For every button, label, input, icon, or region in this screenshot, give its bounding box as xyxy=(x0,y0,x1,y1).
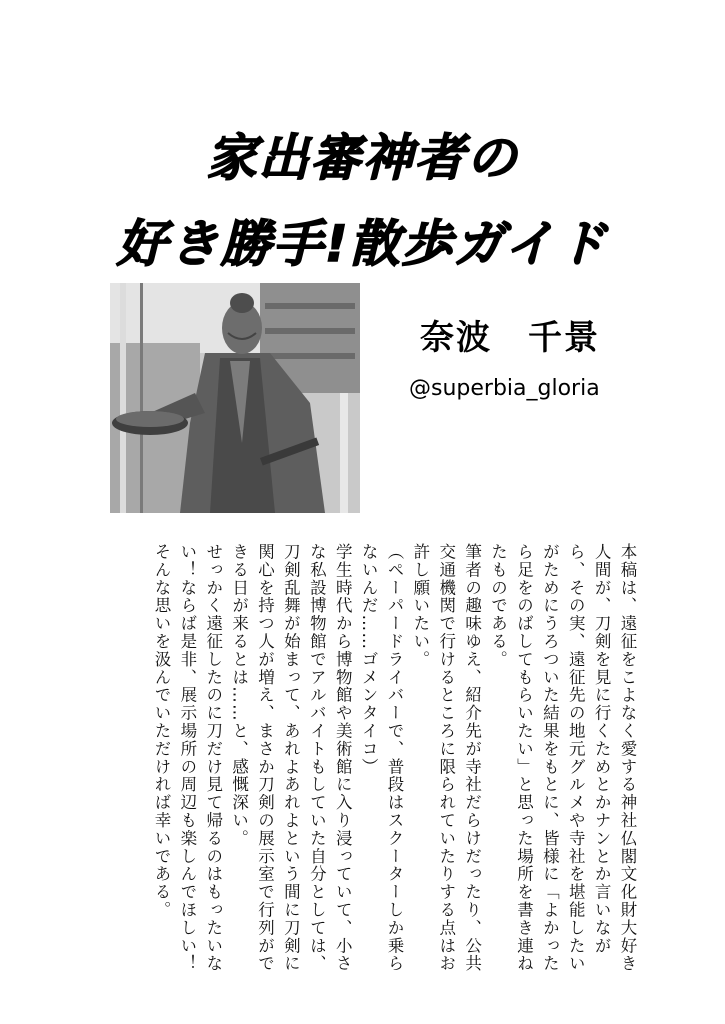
article-body xyxy=(100,543,640,983)
title-line-2: 好き勝手!散歩ガイド xyxy=(116,215,609,273)
author-handle: @superbia_gloria xyxy=(409,376,600,401)
author-name: 奈波 千景 xyxy=(420,318,600,358)
title-line-1: 家出審神者の xyxy=(206,129,519,187)
body-paragraph: せっかく遠征したのに刀だけ見て帰るのはもったいない！ならば是非、展示場所の周辺も楽しんでほしい！そんな思いを汲んでいただければ幸いである。 xyxy=(151,543,223,973)
body-paragraph: （ペーパードライバーで、普段はスクーターしか乗らないんだ……ゴメンタイコ） xyxy=(359,543,404,973)
statue-photo-icon xyxy=(110,283,360,513)
statue-photo xyxy=(110,283,360,513)
body-paragraph: 学生時代から博物館や美術館に入り浸っていて、小さな私設博物館でアルバイトもしていた自分としては、刀剣乱舞が始まって、あれよあれよという間に刀剣に関心を持つ人が増え、まさか刀剣の展示室で行列ができる日が来るとは……と、感慨深い。 xyxy=(229,543,353,973)
body-paragraph: 本稿は、遠征をこよなく愛する神社仏閣文化財大好き人間が、刀剣を見に行くためとかナンとか言いながら、その実、遠征先の地元グルメや寺社を堪能したいがためにうろついた結果をもとに、皆様に「よかったら足をのばしてもらいたい」と思った場所を書き連ねたものである。 xyxy=(488,543,637,973)
body-paragraph: 筆者の趣味ゆえ、紹介先が寺社だらけだったり、公共交通機関で行けるところに限られていたりする点はお許し願いたい。 xyxy=(410,543,482,973)
